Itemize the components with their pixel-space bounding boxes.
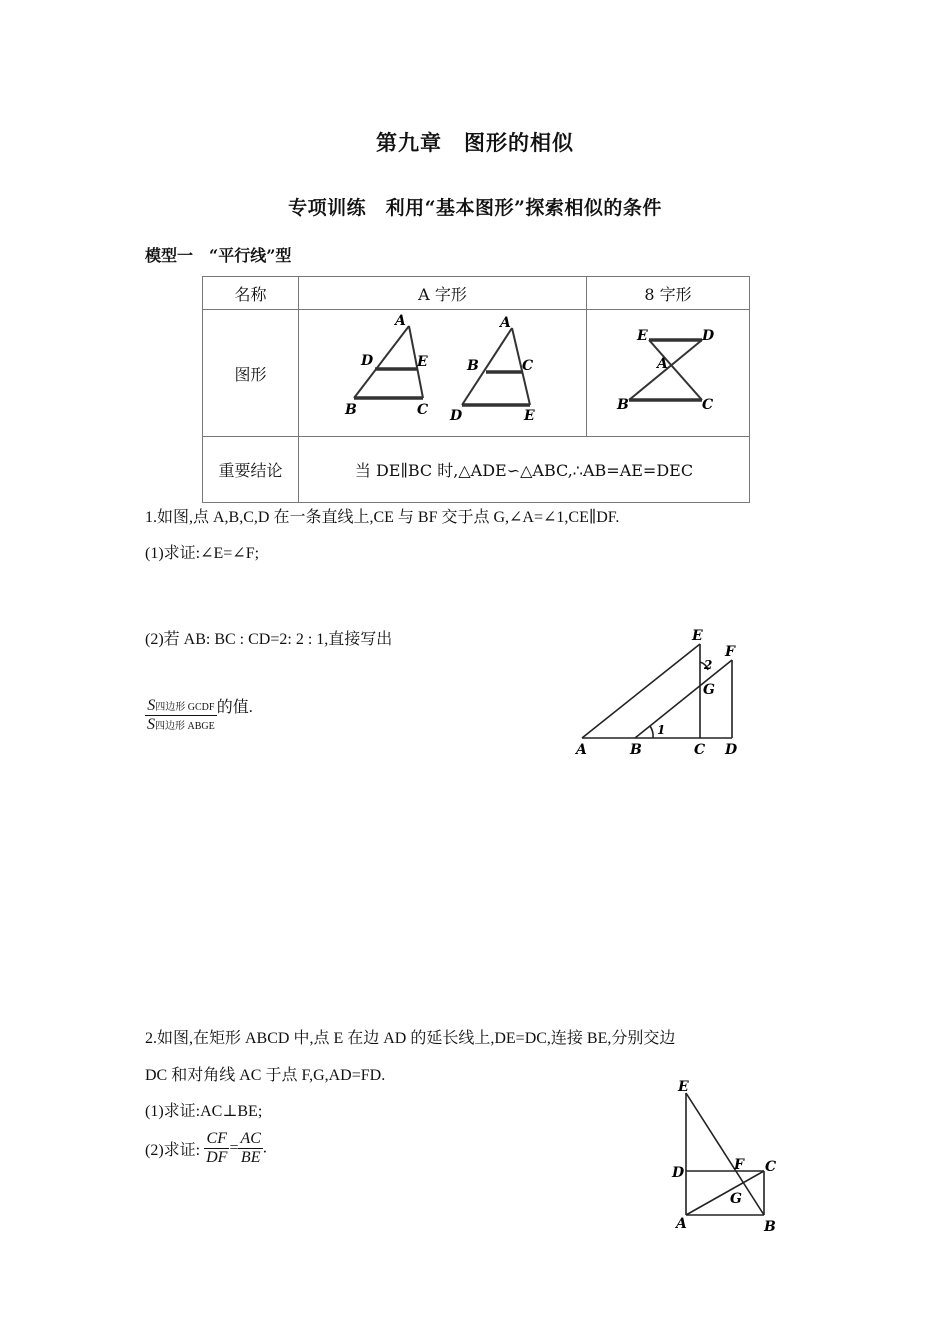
fig2-F: F (734, 1157, 744, 1173)
q2-tail: . (262, 1139, 267, 1157)
model-table (202, 276, 750, 503)
table-header-name: 名称 (203, 277, 299, 310)
q1-stem: 1.如图,点 A,B,C,D 在一条直线上,CE 与 BF 交于点 G,∠A=∠1,CE∥DF. (145, 509, 620, 526)
label-a1-C: C (417, 402, 429, 418)
frac-den-sub: 四边形 ABGE (155, 721, 215, 732)
q1-part2: (2)若 AB: BC : CD=2: 2 : 1,直接写出 (145, 631, 393, 648)
label-8-D: D (702, 328, 715, 344)
eight-shape-figure (587, 310, 749, 432)
label-8-B: B (617, 397, 629, 413)
fig2-E: E (678, 1079, 689, 1095)
area-fraction (145, 697, 217, 734)
q1-figure (570, 622, 750, 757)
table-conclusion: 当 DE∥BC 时,△ADE∽△ABC,∴AB=AE=DEC (299, 437, 750, 503)
q2-eq: = (229, 1139, 239, 1157)
fig1-B: B (630, 742, 642, 757)
q2-den-left: DF (206, 1149, 228, 1166)
table-row-conclusion-label: 重要结论 (203, 437, 299, 503)
q2-part1: (1)求证:AC⊥BE; (145, 1103, 263, 1120)
fig1-F: F (725, 644, 735, 660)
table-header-8: 8 字形 (587, 277, 750, 310)
table-cell-8-figure (587, 310, 750, 437)
label-a1-B: B (345, 402, 357, 418)
fig1-n1: 1 (657, 723, 666, 737)
fig1-A: A (576, 742, 587, 757)
label-a2-A: A (500, 315, 511, 331)
q2-part2 (145, 1130, 267, 1167)
label-a2-D: D (450, 408, 463, 424)
table-header-a: A 字形 (299, 277, 587, 310)
fig1-n2: 2 (704, 658, 713, 672)
q2-part2-prefix: (2)求证: (145, 1142, 201, 1159)
chapter-title: 第九章 图形的相似 (376, 130, 574, 155)
fig2-A: A (676, 1216, 687, 1232)
label-8-C: C (702, 397, 714, 413)
label-8-E: E (637, 328, 648, 344)
label-8-A: A (657, 356, 668, 372)
table-cell-a-figures (299, 310, 587, 437)
table-row-figure-label: 图形 (203, 310, 299, 437)
section-title: 专项训练 利用“基本图形”探索相似的条件 (288, 197, 662, 219)
model-title: 模型一 “平行线”型 (145, 246, 292, 265)
q2-figure (668, 1075, 788, 1240)
frac-den-s: S (147, 716, 155, 733)
frac-num-s: S (147, 697, 156, 714)
label-a2-C: C (522, 358, 534, 374)
q2-fraction-right (238, 1130, 262, 1167)
frac-tail: 的值. (216, 699, 253, 716)
q2-den-right: BE (240, 1149, 261, 1166)
label-a1-A: A (395, 313, 406, 329)
q2-stem-line2: DC 和对角线 AC 于点 F,G,AD=FD. (145, 1067, 386, 1084)
q2-fraction-left (204, 1130, 229, 1167)
frac-num-sub: 四边形 GCDF (155, 702, 215, 713)
fig1-D: D (725, 742, 738, 757)
label-a1-D: D (361, 353, 374, 369)
fig1-C: C (694, 742, 706, 757)
fig2-D: D (672, 1165, 685, 1181)
q2-stem-line1: 2.如图,在矩形 ABCD 中,点 E 在边 AD 的延长线上,DE=DC,连接 BE,分别交边 (145, 1030, 676, 1047)
q1-area-ratio (145, 697, 253, 734)
fig1-E: E (692, 628, 703, 644)
q2-num-left: CF (204, 1130, 229, 1149)
a-shape-figures (299, 310, 586, 432)
label-a1-E: E (417, 354, 428, 370)
fig2-B: B (764, 1219, 776, 1235)
label-a2-B: B (467, 358, 479, 374)
q1-part1: (1)求证:∠E=∠F; (145, 545, 260, 562)
fig2-G: G (730, 1191, 742, 1207)
fig1-G: G (703, 682, 715, 698)
fig2-C: C (765, 1159, 777, 1175)
label-a2-E: E (524, 408, 535, 424)
q2-num-right: AC (240, 1130, 261, 1147)
